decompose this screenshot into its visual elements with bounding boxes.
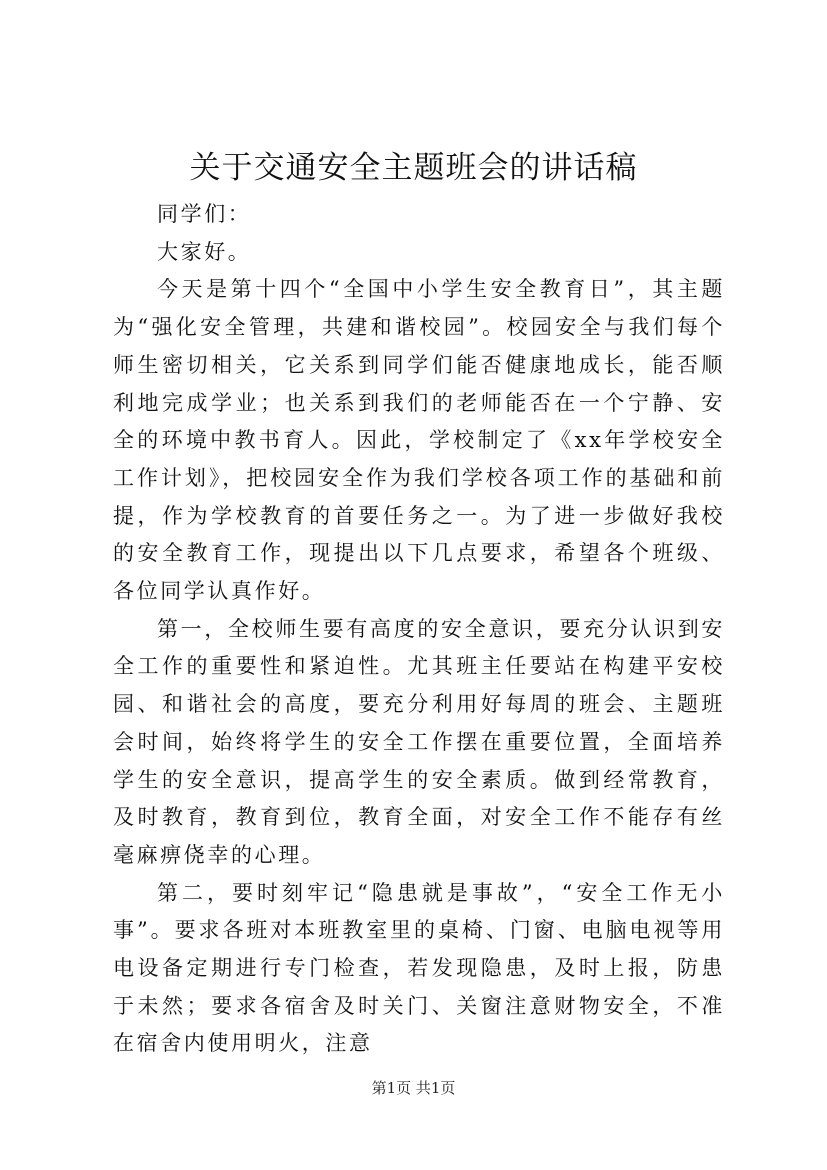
paragraph-first-point: 第一，全校师生要有高度的安全意识，要充分认识到安全工作的重要性和紧迫性。尤其班主任要站在构建平安校园、和谐社会的高度，要充分利用好每周的班会、主题班会时间，始终将学生的安全工作摆在重要位置，全面培养学生的安全意识，提高学生的安全素质。做到经常教育，及时教育，教育到位，教育全面，对安全工作不能存有丝毫麻痹侥幸的心理。 — [113, 616, 725, 867]
document-body — [113, 196, 725, 1063]
page-number-label: 第1页 共1页 — [371, 1079, 456, 1097]
salutation: 同学们： — [157, 202, 252, 226]
paragraph-intro: 今天是第十四个“全国中小学生安全教育日”，其主题为“强化安全管理，共建和谐校园”。校园安全与我们每个师生密切相关，它关系到同学们能否健康地成长，能否顺利地完成学业；也关系到我们的老师能否在一个宁静、安全的环境中教书育人。因此，学校制定了《xx年学校安全工作计划》，把校园安全作为我们学校各项工作的基础和前提，作为学校教育的首要任务之一。为了进一步做好我校的安全教育工作，现提出以下几点要求，希望各个班级、各位同学认真作好。 — [113, 277, 725, 604]
greeting: 大家好。 — [157, 239, 252, 264]
page-footer — [0, 1077, 827, 1099]
paragraph-second-point: 第二，要时刻牢记“隐患就是事故”，“安全工作无小事”。要求各班对本班教室里的桌椅、门窗、电脑电视等用电设备定期进行专门检查，若发现隐患，及时上报，防患于未然；要求各宿舍及时关门、关窗注意财物安全，不准在宿舍内使用明火，注意 — [113, 880, 725, 1056]
document-title: 关于交通安全主题班会的讲话稿 — [189, 150, 638, 186]
